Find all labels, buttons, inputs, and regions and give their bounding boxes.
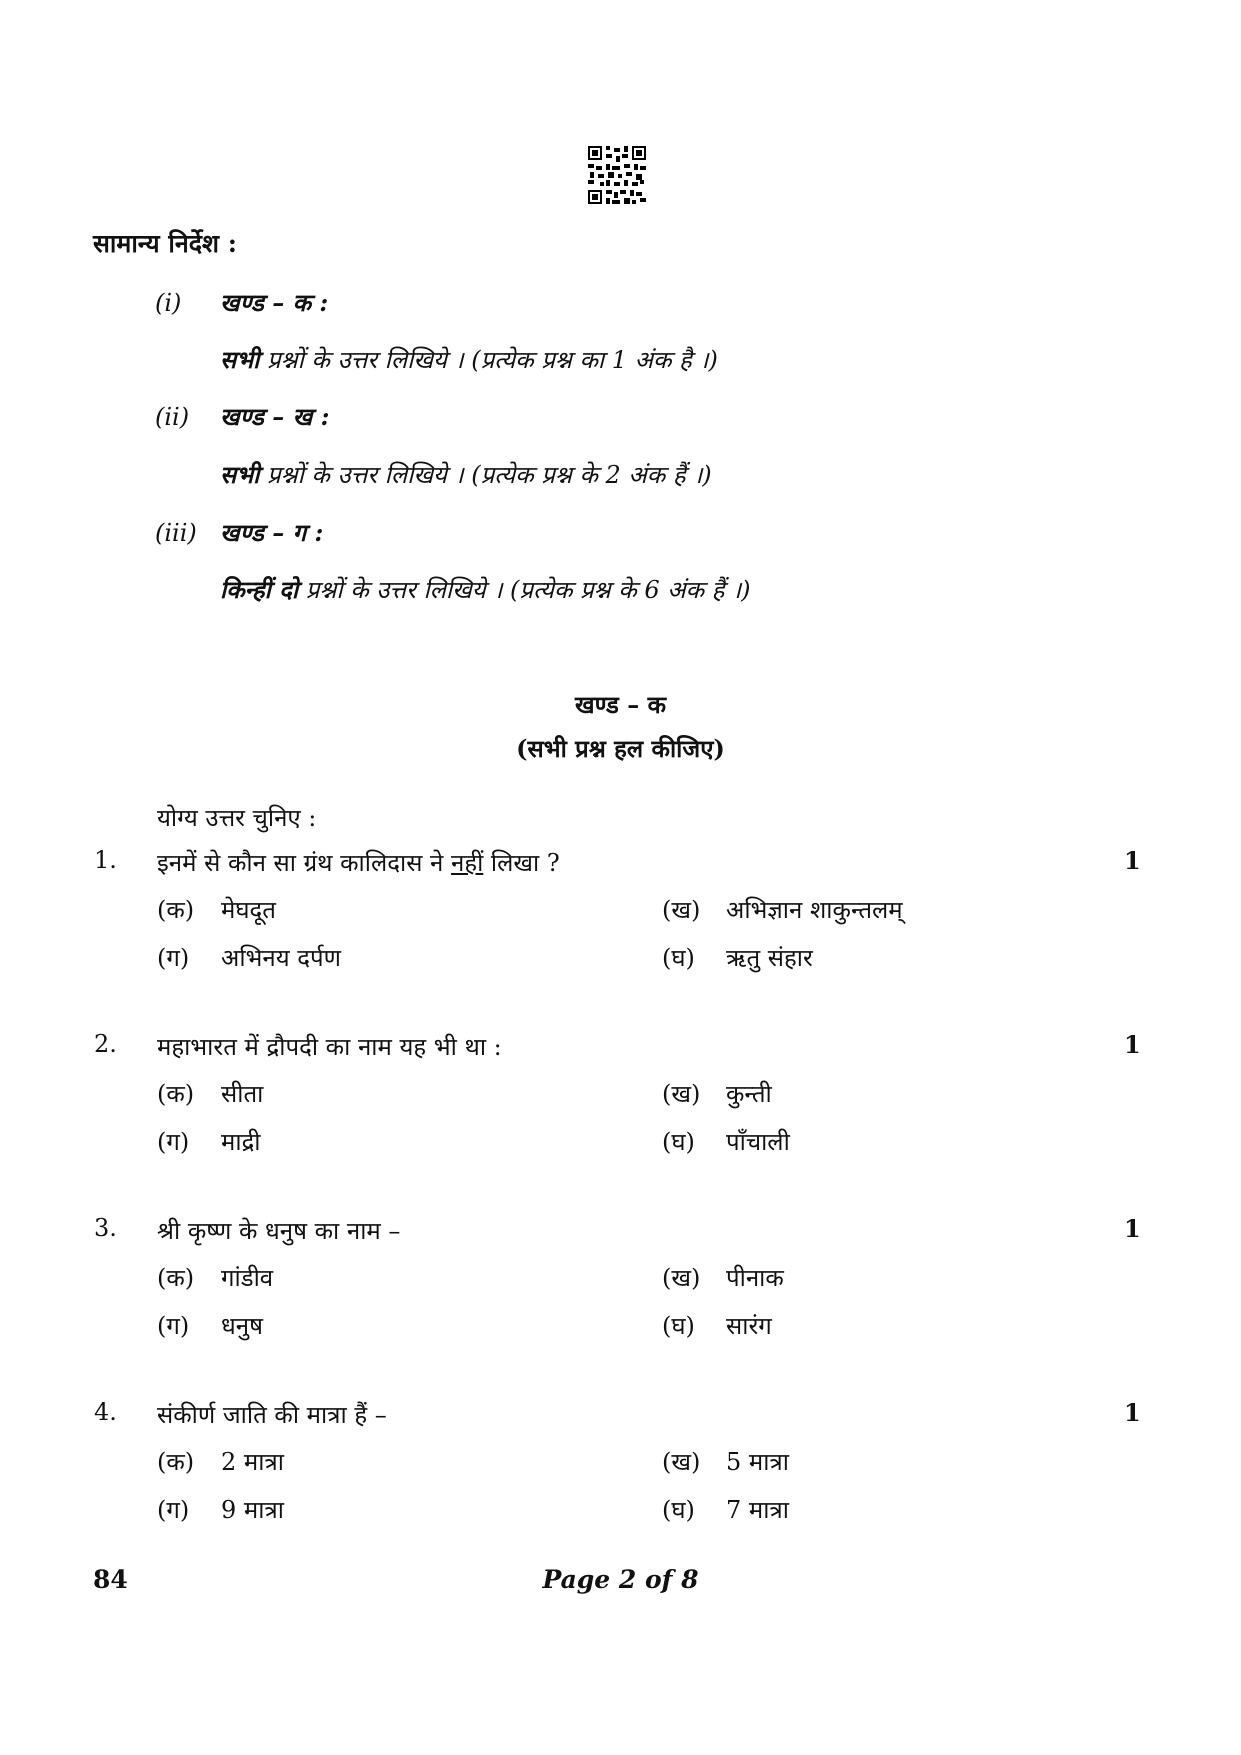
- instruction-item: [155, 516, 323, 549]
- question-marks: 1: [1124, 1030, 1141, 1059]
- instruction-number: (i): [155, 289, 182, 317]
- option-text: 2 मात्रा: [221, 1448, 284, 1476]
- option-text: धनुष: [221, 1312, 263, 1340]
- instruction-item: [155, 400, 329, 433]
- option-label: (ख): [662, 1448, 701, 1476]
- option-text: सारंग: [726, 1312, 772, 1340]
- instruction-number: (ii): [155, 403, 190, 431]
- option-text: पीनाक: [726, 1264, 784, 1292]
- option-label: (ख): [662, 1264, 701, 1292]
- option-label: (घ): [662, 1312, 695, 1340]
- choose-answer-prompt: योग्य उत्तर चुनिए :: [157, 804, 317, 832]
- general-instructions-title: सामान्य निर्देश :: [93, 229, 237, 258]
- section-title: खण्ड – क: [574, 690, 666, 719]
- option-label: (क): [157, 1264, 195, 1292]
- option-item: [662, 1493, 789, 1526]
- option-item: [157, 1077, 263, 1110]
- option-item: [157, 1445, 284, 1478]
- instruction-section: खण्ड – ख :: [220, 402, 330, 431]
- option-label: (घ): [662, 1128, 695, 1156]
- question-number: 1.: [94, 846, 117, 874]
- option-item: [662, 1445, 789, 1478]
- option-item: [662, 1125, 790, 1158]
- instruction-section: खण्ड – क :: [220, 288, 329, 317]
- option-text: गांडीव: [221, 1264, 274, 1292]
- option-label: (घ): [662, 1496, 695, 1524]
- option-label: (ख): [662, 896, 701, 924]
- section-subtitle: (सभी प्रश्न हल कीजिए): [516, 734, 725, 763]
- question-text-part: इनमें से कौन सा ग्रंथ कालिदास ने: [157, 849, 452, 877]
- option-text: ऋतु संहार: [726, 944, 813, 972]
- option-item: [157, 893, 276, 926]
- option-label: (घ): [662, 944, 695, 972]
- question-text-part: संकीर्ण जाति की मात्रा हैं –: [157, 1401, 387, 1429]
- instruction-item: [155, 286, 328, 319]
- question-text-part: महाभारत में द्रौपदी का नाम यह भी था :: [157, 1033, 502, 1061]
- option-text: माद्री: [221, 1128, 261, 1156]
- question-number: 4.: [94, 1398, 117, 1426]
- option-item: [157, 1125, 261, 1158]
- question-number: 2.: [94, 1030, 117, 1058]
- option-text: अभिनय दर्पण: [221, 944, 342, 972]
- question-marks: 1: [1124, 846, 1141, 875]
- instruction-emphasis: किन्हीं दो: [220, 575, 299, 604]
- page-number: Page 2 of 8: [542, 1565, 699, 1594]
- option-text: 7 मात्रा: [726, 1496, 789, 1524]
- instruction-body: प्रश्नों के उत्तर लिखिये । (प्रत्येक प्रश्न के 6 अंक हैं ।): [298, 576, 751, 604]
- question-text: [157, 846, 560, 879]
- instruction-section: खण्ड – ग :: [220, 518, 324, 547]
- option-item: [662, 1077, 772, 1110]
- paper-code: 84: [93, 1565, 128, 1594]
- option-label: (ग): [157, 944, 190, 972]
- option-item: [662, 941, 813, 974]
- option-text: अभिज्ञान शाकुन्तलम्: [726, 896, 903, 924]
- instruction-number: (iii): [155, 519, 197, 547]
- option-label: (क): [157, 896, 195, 924]
- option-text: 5 मात्रा: [726, 1448, 789, 1476]
- qr-code-icon: [588, 146, 646, 204]
- option-text: 9 मात्रा: [221, 1496, 284, 1524]
- option-item: [662, 893, 903, 926]
- option-item: [157, 1309, 263, 1342]
- option-item: [662, 1309, 772, 1342]
- instruction-body: प्रश्नों के उत्तर लिखिये । (प्रत्येक प्रश्न के 2 अंक हैं ।): [259, 461, 712, 489]
- question-number: 3.: [94, 1214, 117, 1242]
- question-text: [157, 1030, 502, 1063]
- instruction-emphasis: सभी: [220, 345, 260, 374]
- question-marks: 1: [1124, 1398, 1141, 1427]
- option-label: (क): [157, 1448, 195, 1476]
- option-label: (ग): [157, 1496, 190, 1524]
- instruction-body: प्रश्नों के उत्तर लिखिये । (प्रत्येक प्रश्न का 1 अंक है ।): [259, 346, 718, 374]
- question-text: [157, 1398, 387, 1431]
- option-label: (ग): [157, 1312, 190, 1340]
- option-label: (क): [157, 1080, 195, 1108]
- question-marks: 1: [1124, 1214, 1141, 1243]
- instruction-text: [220, 573, 750, 606]
- option-label: (ख): [662, 1080, 701, 1108]
- option-label: (ग): [157, 1128, 190, 1156]
- question-text-underlined: नहीं: [451, 849, 484, 877]
- option-text: मेघदूत: [221, 896, 276, 924]
- option-text: सीता: [221, 1080, 264, 1108]
- option-item: [157, 1493, 284, 1526]
- instruction-emphasis: सभी: [220, 460, 260, 489]
- option-item: [157, 1261, 273, 1294]
- instruction-text: [220, 458, 712, 491]
- question-text: [157, 1214, 400, 1247]
- option-text: कुन्ती: [726, 1080, 772, 1108]
- instruction-text: [220, 343, 718, 376]
- question-text-part: श्री कृष्ण के धनुष का नाम –: [157, 1217, 401, 1245]
- option-text: पाँचाली: [726, 1128, 790, 1156]
- question-text-part: लिखा ?: [483, 849, 560, 877]
- option-item: [157, 941, 341, 974]
- option-item: [662, 1261, 784, 1294]
